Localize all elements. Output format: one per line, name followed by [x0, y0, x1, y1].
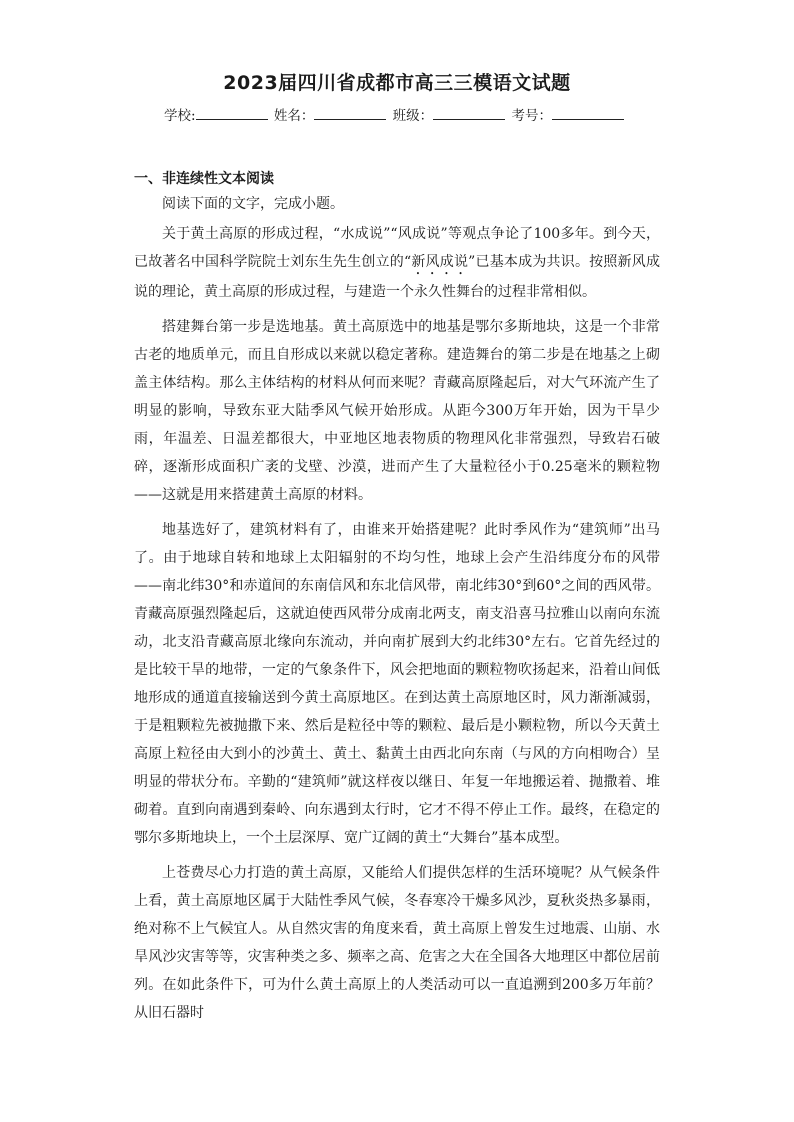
school-blank[interactable]	[196, 107, 268, 120]
paragraph-1-text-a: 关于黄土高原的形成过程，“水成说”“风成说”等观点争论了100多年。到今天，已故著名中国科学院院士刘东生先生创立的“	[134, 226, 660, 270]
paragraph-4: 上苍费尽心力打造的黄土高原，又能给人们提供怎样的生活环境呢？从气候条件上看，黄土高原地区属于大陆性季风气候，冬春寒冷干燥多风沙，夏秋炎热多暴雨，绝对称不上气候宜人。从自然灾害的角度来看，黄土高原上曾发生过地震、山崩、水旱风沙灾害等等，灾害种类之多、频率之高、危害之大在全国各大地理区中都位居前列。在如此条件下，可为什么黄土高原上的人类活动可以一直追溯到200多万年前？从旧石器时	[134, 865, 660, 1021]
class-blank[interactable]	[433, 107, 505, 120]
reading-passage	[134, 190, 660, 1034]
emphasized-term: 新风成说	[411, 254, 469, 270]
school-label: 学校:	[164, 108, 196, 124]
exam-number-blank[interactable]	[552, 107, 624, 120]
paragraph-2: 搭建舞台第一步是选地基。黄土高原选中的地基是鄂尔多斯地块，这是一个非常古老的地质单元，而且自形成以来就以稳定著称。建造舞台的第二步是在地基之上砌盖主体结构。那么主体结构的材料从何而来呢？青藏高原隆起后，对大气环流产生了明显的影响，导致东亚大陆季风气候开始形成。从距今300万年开始，因为干旱少雨，年温差、日温差都很大，中亚地区地表物质的物理风化非常强烈，导致岩石破碎，逐渐形成面积广袤的戈壁、沙漠，进而产生了大量粒径小于0.25毫米的颗粒物——这就是用来搭建黄土高原的材料。	[134, 319, 660, 503]
section-heading: 一、非连续性文本阅读	[134, 171, 274, 187]
instruction-text: 阅读下面的文字，完成小题。	[162, 196, 344, 212]
paragraph-1-text-b: ”已基本成为共识。按照新风成说的理论，黄土高原的形成过程，与建造一个永久性舞台的过程非常相似。	[134, 254, 661, 300]
name-blank[interactable]	[314, 107, 386, 120]
paragraph-3: 地基选好了，建筑材料有了，由谁来开始搭建呢？此时季风作为“建筑师”出马了。由于地球自转和地球上太阳辐射的不均匀性，地球上会产生沿纬度分布的风带——南北纬30°和赤道间的东南信风和东北信风带，南北纬30°到60°之间的西风带。青藏高原强烈隆起后，这就迫使西风带分成南北两支，南支沿喜马拉雅山以南向东流动，北支沿青藏高原北缘向东流动，并向南扩展到大约北纬30°左右。它首先经过的是比较干旱的地带，一定的气象条件下，风会把地面的颗粒物吹扬起来，沿着山间低地形成的通道直接输送到今黄土高原地区。在到达黄土高原地区时，风力渐渐减弱，于是粗颗粒先被抛撒下来、然后是粒径中等的颗粒、最后是小颗粒物，所以今天黄土高原上粒径由大到小的沙黄土、黄土、黏黄土由西北向东南（与风的方向相吻合）呈明显的带状分布。辛勤的“建筑师”就这样夜以继日、年复一年地搬运着、抛撒着、堆砌着。直到向南遇到秦岭、向东遇到太行时，它才不得不停止工作。最终，在稳定的鄂尔多斯地块上，一个土层深厚、宽广辽阔的黄土“大舞台”基本成型。	[134, 522, 660, 846]
student-info-row	[164, 104, 626, 124]
name-label: 姓名：	[273, 108, 315, 124]
exam-number-label: 考号：	[511, 108, 552, 124]
class-label: 班级：	[392, 108, 434, 124]
page-title: 2023届四川省成都市高三三模语文试题	[223, 72, 571, 94]
paragraph-1	[134, 220, 660, 306]
